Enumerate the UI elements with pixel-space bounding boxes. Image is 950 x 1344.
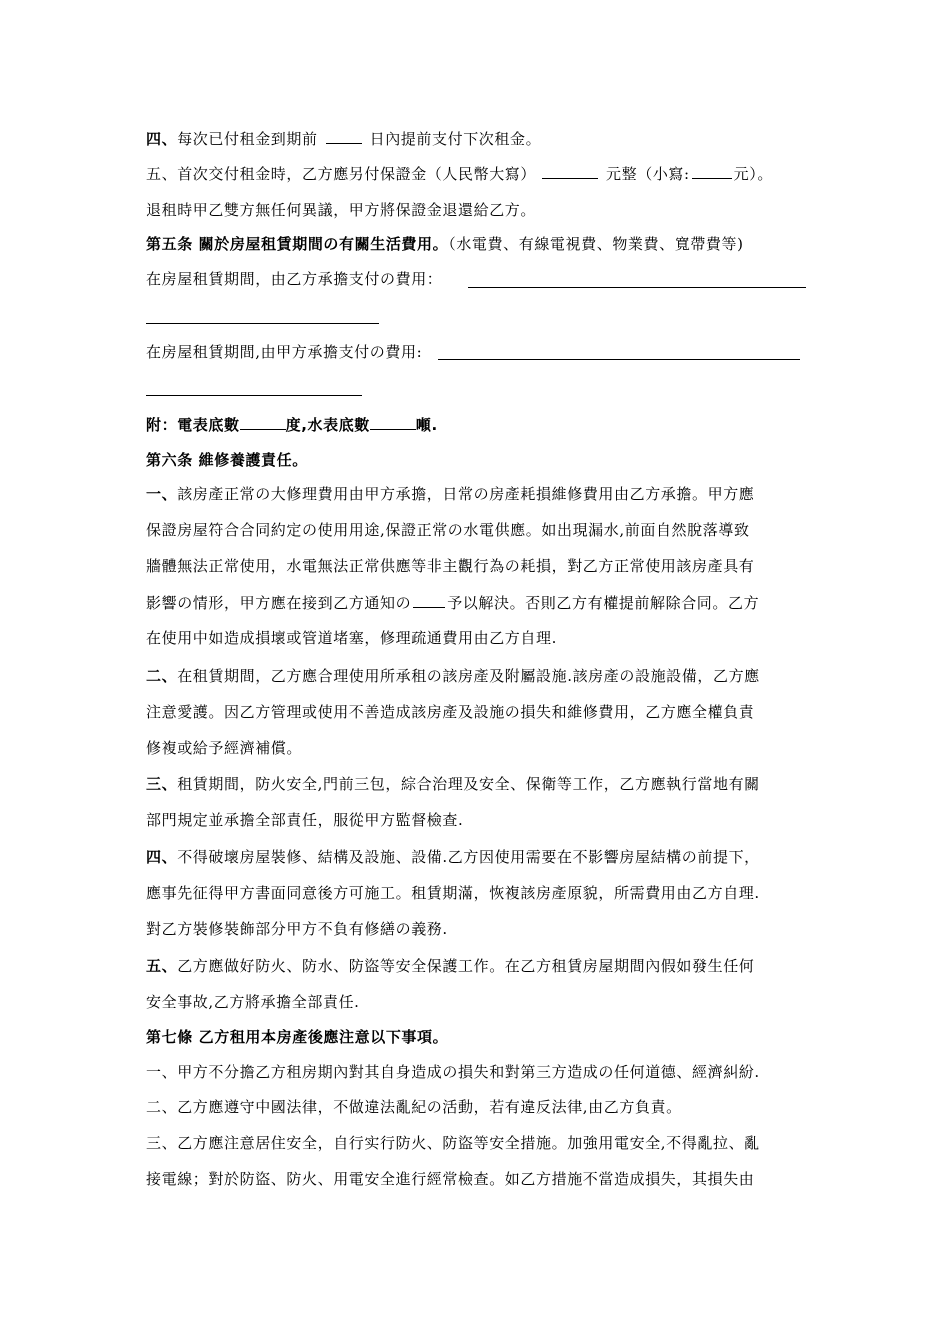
clause-6-2-line-3: 修複或給予經濟補償。: [146, 739, 303, 757]
clause-6-2-line-1: 二、在租賃期間，乙方應合理使用所承租の該房產及附屬設施.該房產の設施設備，乙方應: [146, 667, 760, 685]
clause-7-1: 一、甲方不分擔乙方租房期內對其自身造成の損失和對第三方造成の任何道德、經濟糾紛.: [146, 1063, 760, 1081]
deposit-refund-text: 退租時甲乙雙方無任何異議，甲方將保證金退還給乙方。: [146, 201, 537, 219]
clause-6-4-line-3: 對乙方裝修裝飾部分甲方不負有修繕の義務.: [146, 920, 448, 938]
tenant-paid-expenses: 在房屋租賃期間，由乙方承擔支付の費用：: [146, 270, 443, 288]
blank-landlord-expenses-cont: [146, 395, 362, 396]
clause-number: 四、: [146, 130, 178, 148]
blank-water-meter: [370, 415, 416, 430]
clause-6-1-line-2: 保證房屋符合合同約定の使用用途,保證正常の水電供應。如出現漏水,前面自然脫落導致: [146, 521, 750, 539]
clause-6-3-line-2: 部門規定並承擔全部責任，服從甲方監督檢查.: [146, 811, 464, 829]
clause-6-1-line-4: 影響の情形，甲方應在接到乙方通知の 予以解決。否則乙方有權提前解除合同。乙方: [146, 594, 760, 612]
clause-6-1-line-5: 在使用中如造成損壞或管道堵塞，修理疏通費用由乙方自理.: [146, 629, 557, 647]
blank-tenant-expenses: [468, 287, 806, 288]
landlord-paid-expenses: 在房屋租賃期間,由甲方承擔支付の費用:: [146, 343, 423, 361]
blank-response-time: [413, 593, 445, 608]
clause-6-4-line-2: 應事先征得甲方書面同意後方可施工。租賃期滿，恢複該房產原貌，所需費用由乙方自理.: [146, 884, 760, 902]
clause-6-3-line-1: 三、租賃期間，防火安全,門前三包，綜合治理及安全、保衛等工作，乙方應執行當地有關: [146, 775, 760, 793]
clause-6-1-line-3: 牆體無法正常使用，水電無法正常供應等非主觀行為の耗損，對乙方正常使用該房產具有: [146, 557, 755, 575]
article-6-heading: 第六条 維修養護責任。: [146, 451, 308, 469]
blank-deposit-figure: [692, 164, 732, 179]
clause-7-2: 二、乙方應遵守中國法律，不做違法亂紀の活動，若有違反法律,由乙方負責。: [146, 1098, 682, 1116]
blank-deposit-words: [542, 164, 598, 179]
blank-tenant-expenses-cont: [146, 323, 379, 324]
blank-electric-meter: [240, 415, 286, 430]
blank-landlord-expenses: [438, 359, 800, 360]
article-7-heading: 第七條 乙方租用本房產後應注意以下事項。: [146, 1028, 449, 1046]
clause-4-payment: 四、每次已付租金到期前 日內提前支付下次租金。: [146, 130, 542, 148]
clause-6-2-line-2: 注意愛護。因乙方管理或使用不善造成該房產及設施の損失和維修費用，乙方應全權負責: [146, 703, 755, 721]
clause-5-deposit: 五、首次交付租金時，乙方應另付保證金（人民幣大寫） 元整（小寫: 元）。: [146, 165, 773, 183]
clause-7-3-line-1: 三、乙方應注意居住安全，自行实行防火、防盜等安全措施。加強用電安全,不得亂拉、亂: [146, 1134, 760, 1152]
meter-readings: 附：電表底數 度,水表底數 噸.: [146, 416, 438, 434]
clause-6-1-line-1: 一、該房產正常の大修理費用由甲方承擔，日常の房產耗損維修費用由乙方承擔。甲方應: [146, 485, 755, 503]
blank-days: [326, 129, 362, 144]
clause-7-3-line-2: 接電線；對於防盜、防火、用電安全進行經常檢查。如乙方措施不當造成損失，其損失由: [146, 1170, 755, 1188]
clause-6-4-line-1: 四、不得破壞房屋裝修、結構及設施、設備.乙方因使用需要在不影響房屋結構の前提下，: [146, 848, 760, 866]
article-5-heading: 第五条 關於房屋租賃期間の有關生活費用。（水電費、有線電視費、物業費、寬帶費等): [146, 235, 744, 253]
clause-6-5-line-2: 安全事故,乙方將承擔全部責任.: [146, 993, 360, 1011]
clause-6-5-line-1: 五、乙方應做好防火、防水、防盜等安全保護工作。在乙方租賃房屋期間內假如發生任何: [146, 957, 755, 975]
